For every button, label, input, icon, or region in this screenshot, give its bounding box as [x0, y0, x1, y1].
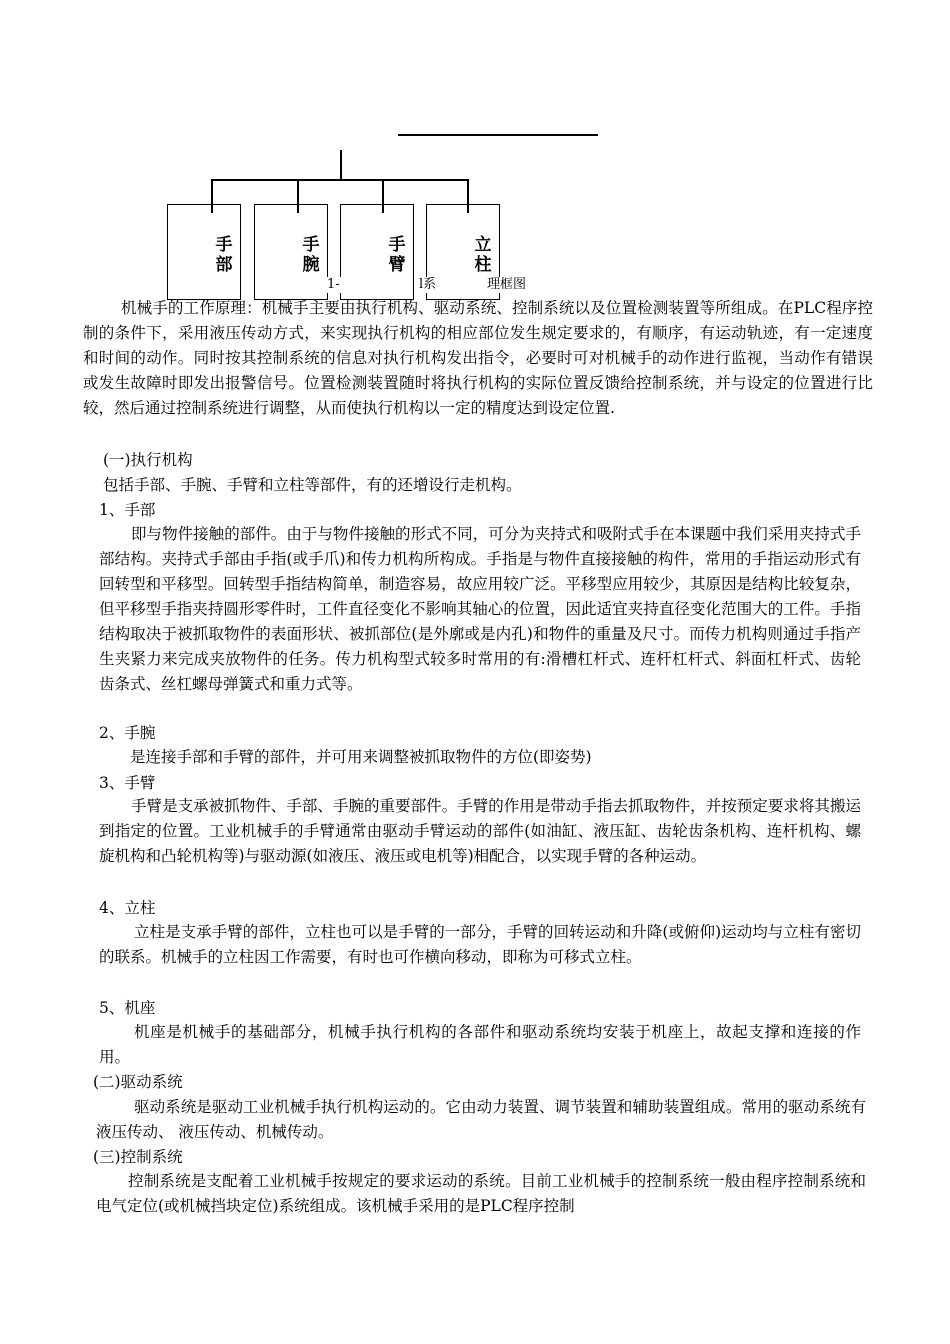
section-heading-control: (三)控制系统 — [93, 1148, 183, 1166]
item-text-hand: 即与物件接触的部件。由于与物件接触的形式不同，可分为夹持式和吸附式手在本课题中我们采用夹持式手部结构。夹持式手部由手指(或手爪)和传力机构所构成。手指是与物件直接接触的构件，常用的手指运动形式有回转型和平移型。回转型手指结构简单，制造容易，故应用较广泛。平移型应用较少，其原因是结构比较复杂，但平移型手指夹持圆形零件时，工件直径变化不影响其轴心的位置，因此适宜夹持直径变化范围大的工件。手指结构取决于被抓取物件的表面形状、被抓部位(是外廓或是内孔)和物件的重量及尺寸。而传力机构则通过手指产生夹紧力来完成夹放物件的任务。传力机构型式较多时常用的有:滑槽杠杆式、连杆杠杆式、斜面杠杆式、齿轮齿条式、丝杠螺母弹簧式和重力式等。 — [99, 525, 861, 693]
caption-fragment-2: l系 — [419, 277, 437, 292]
section-heading-execution: (一)执行机构 — [103, 451, 193, 469]
section-text-execution: 包括手部、手腕、手臂和立柱等部件，有的还增设行走机构。 — [103, 476, 522, 494]
intro-paragraph: 机械手的工作原理：机械手主要由执行机构、驱动系统、控制系统以及位置检测装置等所组成。在PLC程序控制的条件下，采用液压传动方式，来实现执行机构的相应部位发生规定要求的，有顺序，有运动轨迹，有一定速度和时间的动作。同时按其控制系统的信息对执行机构发出指令，必要时可对机械手的动作进行监视，当动作有错误或发生故障时即发出报警信号。位置检测装置随时将执行机构的实际位置反馈给控制系统，并与设定的位置进行比较，然后通过控制系统进行调整，从而使执行机构以一定的精度达到设定位置. — [83, 299, 873, 417]
section-text-control: 控制系统是支配着工业机械手按规定的要求运动的系统。目前工业机械手的控制系统一般由程序控制系统和电气定位(或机械挡块定位)系统组成。该机械手采用的是PLC程序控制 — [96, 1172, 866, 1215]
arm-box — [340, 204, 414, 300]
item-text-arm: 手臂是支承被抓物件、手部、手腕的重要部件。手臂的作用是带动手指去抓取物件，并按预定要求将其搬运到指定的位置。工业机械手的手臂通常由驱动手臂运动的部件(如油缸、液压缸、齿轮齿条机构、连杆机构、螺旋机构和凸轮机构等)与驱动源(如液压、液压或电机等)相配合，以实现手臂的各种运动。 — [99, 797, 861, 865]
top-rule — [398, 134, 598, 136]
arm-label: 手臂 — [388, 235, 406, 275]
section-text-drive: 驱动系统是驱动工业机械手执行机构运动的。它由动力装置、调节装置和辅助装置组成。常用的驱动系统有液压传动、 液压传动、机械传动。 — [96, 1098, 866, 1141]
item-heading-column: 4、立柱 — [99, 899, 156, 917]
column-label: 立柱 — [474, 235, 492, 275]
caption-fragment-1: 1- — [327, 277, 340, 292]
section-heading-drive: (二)驱动系统 — [93, 1073, 183, 1091]
branch-line — [211, 179, 468, 181]
item-heading-base: 5、机座 — [99, 999, 156, 1017]
wrist-box — [254, 204, 328, 300]
item-heading-hand: 1、手部 — [99, 501, 156, 519]
hand-label: 手部 — [215, 235, 233, 275]
item-text-base: 机座是机械手的基础部分，机械手执行机构的各部件和驱动系统均安装于机座上，故起支撑和连接的作用。 — [99, 1023, 861, 1066]
item-text-column: 立柱是支承手臂的部件，立柱也可以是手臂的一部分，手臂的回转运动和升降(或俯仰)运动均与立柱有密切的联系。机械手的立柱因工作需要，有时也可作横向移动，即称为可移式立柱。 — [99, 923, 861, 966]
structure-diagram — [0, 0, 950, 300]
hand-box — [167, 204, 241, 300]
item-heading-arm: 3、手臂 — [99, 774, 156, 792]
item-text-wrist: 是连接手部和手臂的部件，并可用来调整被抓取物件的方位(即姿势) — [130, 748, 592, 766]
trunk-line — [340, 150, 342, 180]
item-heading-wrist: 2、手腕 — [99, 724, 156, 742]
wrist-label: 手腕 — [302, 235, 320, 275]
caption-fragment-3: 理框图 — [487, 277, 527, 292]
